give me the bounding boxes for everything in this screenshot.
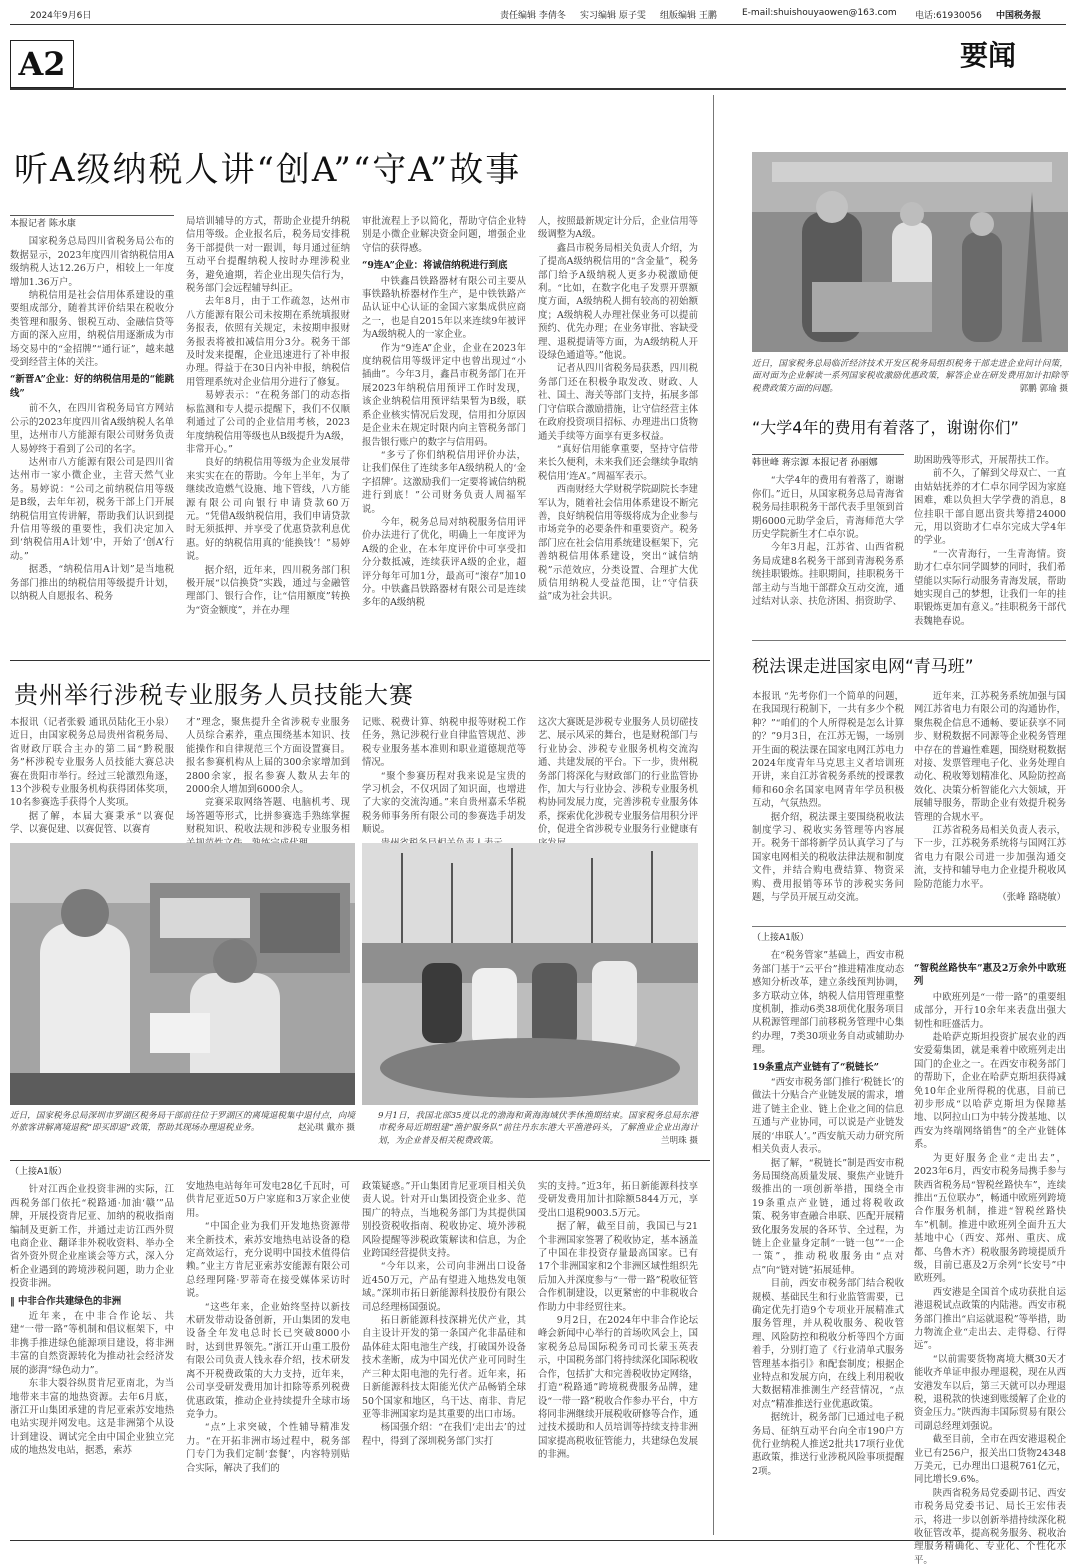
photo3-caption: [378, 1110, 698, 1147]
byline: 韩世峰 蒋宗源 本报记者 孙丽娜: [752, 454, 904, 470]
paragraph: “这些年来，企业始终坚持以新技术研发带动设备创新，开山集团的发电设备全年发电总时长已突破8000小时，达到世界领先。”浙江开山重工股份有限公司负责人钱永春介绍，技术研发离不开税费政策的大力支持，近年来，公司享受研发费用加计扣除等系列税费优惠政策，推动企业持续提升全球市场竞争力。: [186, 1301, 350, 1420]
paragraph: “聚个参赛历程对我来说是宝贵的学习机会，不仅巩固了知识面，也增进了大家的交流沟通。”来自贵州嘉禾华税税务师事务所有限公司的参赛选手胡发顺说。: [362, 770, 526, 836]
paragraph: 作为“9连A”企业，企业在2023年度纳税信用等级评定中也曾出现过“小插曲”。今年3月，鑫昌市税务部门在开展2023年纳税信用预评工作时发现，该企业纳税信用预评结果暂为B级，联系企业核实情况后发现，信用扣分原因是企业未在规定时限内向主管税务部门报告银行账户的数字与信用码。: [362, 342, 526, 448]
article5-col1: [10, 1166, 174, 1536]
contact-phone: 电话:61930056: [915, 11, 982, 21]
issue-date: 2024年9月6日: [30, 11, 92, 21]
paragraph: 安地热电站每年可发电28亿千瓦时，可供肯尼亚近50万户家庭和3万家企业使用。: [186, 1181, 350, 1219]
article2-col2: [186, 716, 350, 836]
paragraph: 陕西省税务局党委副书记、西安市税务局党委书记、局长王宏伟表示，将进一步以创新举措持续深化税收征管改革，提高税务服务、税收治理服务精确化、专业化、个性化水平。: [914, 1487, 1066, 1566]
contact-email: E-mail:shuishouyaowen@163.com: [742, 8, 897, 18]
photo3-caption-text: 9月1日，我国北部35度以北的渤海和黄海海域伏季休渔期结束。国家税务总局东港市税务局近期组建“渔护服务队”前往丹东东港大平渔港码头，了解渔业企业出海计划，为企业普及相关税费政策。: [378, 1111, 698, 1146]
paragraph: 达州市八方能源有限公司是四川省达州市一家小微企业，主营天然气业务。易婷说：“公司之前纳税信用等级是B级，去年年初，税务干部上门开展纳税信用宣传讲解，帮助我们认识到提升信用等级的重要性，我们决定加入到‘纳税信用A计划’中，开始了‘创A’行动。”: [10, 456, 174, 562]
paragraph: 政策疑惑。”开山集团肯尼亚项目相关负责人说。针对开山集团投资企业多、范围广的特点，当地税务部门为其提供国别投资税收指南、税收协定、境外涉税风险提醒等涉税政策解读和信息，为企业跨国经营提供支持。: [362, 1181, 526, 1260]
paragraph: 局培训辅导的方式，帮助企业提升纳税信用等级。企业报名后，税务局安排税务干部提供一对一跟训，每月通过征纳互动平台提醒纳税人按时办理涉税业务，避免逾期，若企业出现失信行为，税务部门会远程辅导纠正。: [186, 216, 350, 295]
paper-name: 中国税务报: [996, 11, 1042, 21]
paragraph: “今年以来，公司向非洲出口设备近450万元，产品有望进入地热发电领域。”深圳市拓日新能源科技股份有限公司总经理杨国强说。: [362, 1261, 526, 1313]
article2-rule: [10, 660, 710, 661]
intern-editor-credit: 实习编辑 原子雯: [580, 11, 646, 21]
article3-headline: “大学4年的费用有着落了，谢谢你们”: [752, 418, 1019, 437]
article4-col2: [914, 690, 1066, 920]
article2-col4: [538, 716, 698, 836]
article5-col4: [538, 1180, 698, 1536]
article2-col3: [362, 716, 526, 836]
subheading: “新晋A”企业：好的纳税信用是的“能跳线”: [10, 374, 174, 399]
paragraph: 截至目前，全市在西安港退税企业已有256户，报关出口货物24348万美元，已办理出口退税761亿元，同比增长9.6%。: [914, 1434, 1066, 1486]
article1-col1: [10, 215, 174, 650]
paragraph: 为更好服务企业“走出去”，2023年6月，西安市税务局携手参与陕西省税务局“智税丝路快车”，连续推出“五位联办”，畅通中欧班列跨境合作服务机制，推进“智税丝路快车”机制。推进中欧班列全面升五大基地中心（西安、郑州、重庆、成都、乌鲁木齐）税收服务跨境提质升级，目前已惠及2万余列“长安号”中欧班列。: [914, 1152, 1066, 1285]
section-label: 要闻: [960, 39, 1017, 72]
article1-col4: [538, 215, 698, 650]
paragraph: “大学4年的费用有着落了，谢谢你们。”近日，从国家税务总局青海省税务局挂职税务干部代表手里领到首期6000元助学金后，青海师范大学历史学院新生才仁卓尔说。: [752, 475, 904, 541]
paragraph: 去年8月，由于工作疏忽，达州市八方能源有限公司未按期在系统填报财务报表，依照有关规定，未按期申报财务报表将被扣减信用分3分。税务干部及时发来提醒，企业迅速进行了补申报办理。得益于在30日内补申报，纳税信用管理系统对企业信用分进行了修复。: [186, 296, 350, 388]
paragraph: 据悉，“纳税信用A计划”是当地税务部门推出的纳税信用等级提升计划，以纳税人自愿报名、税务: [10, 564, 174, 602]
paragraph: 实的支持。”近3年，拓日新能源科技享受研发费用加计扣除额5844万元，享受出口退税9003.5万元。: [538, 1181, 698, 1219]
editor-credit: 责任编辑 李倩冬: [500, 11, 566, 21]
article5-rule: [10, 1160, 710, 1161]
paragraph: 据介绍，税法课主要围绕税收法制度学习、税收实务管理等内容展开。税务干部将新学员认真学习了与国家电网相关的税收法律法规和制度文件，并结合购电费结算、物资采购、费用报销等环节的涉税实务问题，与学员开展互动交流。: [752, 811, 904, 904]
photo1-caption-text: 近日，国家税务总局临沂经济技术开发区税务局组织税务干部走进企业问计问策，面对面为企业解读一系列国家税收激励优惠政策，解答企业在研发费用加计扣除等税费政策方面的问题。: [752, 359, 1068, 394]
continued-label: （上接A1版）: [10, 1167, 67, 1177]
paragraph: 审批流程上予以简化，帮助守信企业特别是小微企业解决资金问题，增强企业守信的获得感。: [362, 216, 526, 254]
photo2-caption: [10, 1110, 355, 1135]
photo2-credit: 赵沁琪 戴亦 摄: [297, 1123, 355, 1134]
footer-rule: [10, 1540, 1066, 1541]
paragraph: 中欧班列是“一带一路”的重要组成部分，开行10余年来表盘出强大韧性和旺盛活力。: [914, 991, 1066, 1030]
paragraph: “真好信用能拿重要，坚持守信带来长久便利，未来我们还会继续争取纳税信用‘连A’。”周福军表示。: [538, 443, 698, 482]
paragraph: 江苏省税务局相关负责人表示，下一步，江苏税务系统将与国网江苏省电力有限公司进一步加强沟通交流，支持和辅导电力企业提升税收风险防范能力水平。: [914, 825, 1066, 890]
paragraph: 前不久，了解到父母双亡、一直由姑姑抚养的才仁卓尔同学因为家庭困难，难以负担大学学费的消息，8位挂职干部自愿出资共筹措24000元，用以资助才仁卓尔完成大学4年的学业。: [914, 468, 1066, 547]
paragraph: 据统计，税务部门已通过电子税务局、征纳互动平台向全市190户方优行业纳税人推送2批共17项行业优惠政策，推送行业涉税风险事项提醒2项。: [752, 1412, 904, 1477]
paragraph: 据介绍，近年来，四川税务部门积极开展“以信换贷”实践，通过与金融管理部门、银行合作，让“信用额度”转换为“资金额度”，并在办理: [186, 564, 350, 616]
paragraph: 前不久，在四川省税务局官方网站公示的2023年度四川省A级纳税人名单里，达州市八方能源有限公司财务负责人易婷终于看到了公司的名字。: [10, 403, 174, 455]
continued-label: （上接A1版）: [752, 933, 809, 943]
paragraph: 针对江西企业投资非洲的实际，江西税务部门依托“税路通·加油‘赣’”品牌，开展投资肯尼亚、加纳的税收指南编制及更新工作，并通过走访江西外贸电商企业、翻译非外税收资料、举办全省外资外贸企业座谈会等方式，深入分析企业遇到的跨境涉税问题，助力企业投资非洲。: [10, 1184, 174, 1290]
paragraph: 良好的纳税信用等级为企业发展带来实实在在的帮助。今年上半年，为了继续改造燃气设施、地下管线，八方能源有限公司向银行申请贷款60万元。“凭借A级纳税信用，我们申请贷款时无须抵押、并享受了优惠贷款利息优惠。好的纳税信用真的‘能换钱’！”易婷说。: [186, 457, 350, 563]
photo3-credit: 兰明珠 摄: [660, 1135, 698, 1146]
photo2-caption-text: 近日，国家税务总局深圳市罗湖区税务局干部前往位于罗湖区的离境退税集中退付点，向境外旅客讲解离境退税“即买即退”政策，帮助其现场办理退税业务。: [10, 1111, 355, 1134]
paragraph: 西南财经大学财税学院副院长李建军认为，随着社会信用体系建设不断完善，良好纳税信用等级将成为企业参与市场竞争的必要条件和重要资产。税务部门应在社会信用系统建设框架下，完善纳税信用体系建设，突出“诚信纳税”示范效应，分类设置、合理扩大优质信用纳税人受益范围，让“守信获益”成为社会共识。: [538, 484, 698, 603]
paragraph: 东非大裂谷纵贯肯尼亚南北，为当地带来丰富的地热资源。去年6月底，浙江开山集团承建的肯尼亚索苏安地热电站实现并网发电。这是非洲第个从设计到建设、调试完全由中国企业独立完成的地热发电站，据悉，索苏: [10, 1378, 174, 1457]
paragraph: “中国企业为我们开发地热资源带来全新技术，索苏安地热电站设备的稳定高效运行，充分说明中国技术值得信赖。”业主方肯尼亚索苏安能源有限公司总经理阿隆·罗蒂奇在接受媒体采访时说。: [186, 1221, 350, 1300]
paragraph: 据了解，本届大赛秉承“以赛促学、以赛促建、以赛促管、以赛育: [10, 810, 174, 836]
article4-rule: [752, 640, 1066, 641]
paragraph: “西安市税务部门推行‘税链长’的做法十分贴合产业链发展的需求，增进了链主企业、链上企业之间的信息互通与产业协同，可以说是产业链发展的‘串联人’。”西安航天动力研究所相关负责人表示。: [752, 1077, 904, 1156]
subheading: “智税丝路快车”惠及2万余外中欧班列: [914, 963, 1066, 988]
paragraph: 鑫昌市税务局相关负责人介绍，为了提高A级纳税信用的“含金量”，税务部门给予A级纳税人更多办税激励便利。“比如，在数字化电子发票开票额度方面，A级纳税人拥有较高的初始额度；A级纳税人办理社保业务可以提前预约、优先办理；在业务审批、容缺受理、退税提请等方面，为A级纳税人开设绿色通道等。”他说。: [538, 242, 698, 362]
paragraph: 据了解，“税链长”制是西安市税务局围绕高质量发展、聚焦产业链升级推出的一项创新举措，围绕全市19条重点产业链，通过将税收政策、税务审查融合串联、匹配开展精致化服务发展的各环节、全过程，为链上企业量身定制“一链一包”“一企一策”，推动税收服务由“点对点”向“链对链”拓展延伸。: [752, 1157, 904, 1276]
layout-editor-credit: 组版编辑 王鹏: [660, 11, 717, 21]
paragraph: 在“税务管家”基础上，西安市税务部门基于“云平台”推进精准度动态感知分析改革，建立条线预判协调，多方联动立体，纳税人信用管理重整度机制，推动6类38项优化服务项目从税源管理部门前移税务管理中心集约办理，7类30项业务自动或辅助办理。: [752, 950, 904, 1056]
paragraph: 纳税信用是社会信用体系建设的重要组成部分，随着其评价结果在税收分类管理和服务、银税互动、金融信贷等方面的深入应用，纳税信用逐渐成为市场交易中的“金招牌”“通行证”，越来越受到经营主体的关注。: [10, 290, 174, 369]
paragraph: 拓日新能源科技深耕光伏产业，其自主设计开发的第一条国产化非晶硅和晶体硅太阳电池生产线，打破国外设备技术垄断，成为中国光伏产业可同时生产三种太阳电池的先行者。近年来，拓日新能源科技太阳能光伏产品畅销全球50个国家和地区，乌干达、南非、肯尼亚等非洲国家均是其重要的出口市场。: [362, 1315, 526, 1420]
byline: 本报记者 陈水康: [10, 215, 174, 231]
article6-col1: [752, 932, 904, 1536]
column-divider: [713, 95, 714, 1535]
paragraph: 人，按照最新规定计分后，企业信用等级调整为A级。: [538, 216, 698, 241]
photo1-credit: 郭鹏 郭瑜 摄: [1019, 383, 1068, 394]
paragraph: 国家税务总局四川省税务局公布的数据显示，2023年度四川省纳税信用A级纳税人达12.26万户，相较上一年度增加1.36万户。: [10, 236, 174, 288]
article1-headline: 听A级纳税人讲“创A”“守A”故事: [14, 150, 522, 190]
paragraph: 本报讯 “先考你们一个简单的问题，在我国现行税制下，一共有多少个税种？”“咱们的个人所得税是怎么计算的？”9月3日，在江苏无锡，一场别开生面的税法课在国家电网江苏电力2024年度青年马克思主义者培训班开讲，来自江苏省税务系统的授课教师和60余名国家电网青年学员积极互动，气氛热烈。: [752, 691, 904, 810]
paragraph: 近年来，江苏税务系统加强与国网江苏省电力有限公司的沟通协作，聚焦税企信息不通畅、要证获享不同步、财税数据不同源等企业税务管理中存在的普遍性难题，围绕财税数据对接、发票管理电子化、业务处理自动化、税收筹划精准化、风险防控高效化、决策分析智能化六大领域，开展辅导服务，帮助企业有效提升税务管理的合规水平。: [914, 691, 1066, 823]
subheading: “9连A”企业：将诚信纳税进行到底: [362, 260, 508, 272]
paragraph: 目前，西安市税务部门结合税收规模、基础民生和行业监管需要，已确定优先打造9个专项业开展精准式服务管理，并从税收服务、税收管理、风险防控和税收分析等四个方面着手，分别打造了《行业清单式服务管理基本指引》和配套制度；根据企业特点和发展方向，在线上利用税收大数据精准推测生产经营情况，“点对点”精准推送行业优惠政策。: [752, 1278, 904, 1410]
paragraph: 才”理念，聚焦提升全省涉税专业服务人员综合素养，重点围绕基本知识、技能操作和自律规范三个方面设置赛目。报名参赛机构从上届的300余家增加到2800余家，报名参赛人数从去年的2000余人增加到6000余人。: [186, 717, 350, 796]
paragraph: 赴哈萨克斯坦投资扩展农业的西安爱菊集团，就是乘着中欧班列走出国门的企业之一。在西安市税务部门的帮助下，企业在哈萨克斯坦获得减免10年企业所得税的优惠，目前已初步形成“以哈萨克斯坦为保障基地、以阿拉山口为中转分拨基地、以西安为终端网络销售”的全产业链体系。: [914, 1032, 1066, 1151]
photo-fishing-port-visit: [362, 843, 698, 1105]
paragraph: 记账、税费计算、纳税申报等财税工作任务，熟记涉税行业自律监管规范、涉税专业服务基本准则和职业道德规范等情况。: [362, 717, 526, 769]
paragraph: “以前需要货物离境大概30天才能收齐单证申报办理退税，现在从西安港发车以后，第三天就可以办理退税，退税款的快速到账缓解了企业的资金压力。”陕西海丰国际贸易有限公司副总经理刘强说。: [914, 1353, 1066, 1432]
paragraph: 这次大赛既是涉税专业服务人员切磋技艺、展示风采的舞台，也是财税部门与行业协会、涉税专业服务机构交流沟通、共建发展的平台。下一步，贵州税务部门将深化与财政部门的行业监管协作，加大与行业协会、涉税专业服务机构协同发展力度，完善涉税专业服务体系，探索优化涉税专业服务信用积分评价，促进全省涉税专业服务行业健康有: [538, 717, 698, 836]
subheading: 19条重点产业链有了“税链长”: [752, 1061, 879, 1073]
section-rule: [10, 88, 1066, 90]
paragraph: （张峰 路晓敏）: [997, 892, 1066, 904]
article5-col2: [186, 1180, 350, 1536]
paragraph: 记者从四川省税务局获悉，四川税务部门还在积极争取发改、财政、人社、国土、海关等部门支持，拓展多部门守信联合激励措施，让守信经营主体在政府投资项目招标、办理进出口货物通关手续等方面享有更多权益。: [538, 363, 698, 442]
photo1-caption: [752, 358, 1068, 395]
article1-col2: [186, 215, 350, 650]
paragraph: “一次青海行，一生青海情。资助才仁卓尔同学圆梦的同时，我们希望能以实际行动服务青海发展，帮助她实现自己的梦想，让我们一年的挂职锻炼更加有意义。”挂职税务干部代表魏艳春说。: [914, 548, 1066, 627]
photo-tax-officers-enterprise-visit: [752, 152, 1068, 352]
article3-col2: [914, 454, 1066, 629]
article4-col1: [752, 690, 904, 920]
paragraph: 本报讯（记者张毅 通讯员陆化王小泉）近日，由国家税务总局贵州省税务局、省财政厅联合主办的第二届“黔税服务”杯涉税专业服务人员技能大赛总决赛在贵阳市举行。经过三轮激烈角逐，13个涉税专业服务机构获得团体奖项，10名参赛选手获得个人奖项。: [10, 717, 174, 809]
paragraph: 杨国强介绍：“在我们‘走出去’的过程中，得到了深圳税务部门实打: [362, 1422, 526, 1447]
page-number-box: [10, 40, 74, 88]
article3-col1: [752, 454, 904, 629]
paragraph: 助困助残等形式，开展帮扶工作。: [914, 455, 1055, 466]
paragraph: 易婷表示：“在税务部门的动态指标监测和专人提示提醒下，我们不仅顺利通过了公司的企业信用考核，2023年度纳税信用等级也从B级提升为A级，非常开心。”: [186, 390, 350, 455]
paragraph: “点”上求突破，个性辅导精准发力。“在开拓非洲市场过程中，税务部门专门为我们定制‘套餐’，内容特别贴合实际，解决了我们的: [186, 1422, 350, 1474]
paragraph: 西安港是全国首个成功获批自运港退税试点政策的内陆港。西安市税务部门推出“启运就退税”等举措，助力物流企业“走出去、走得稳、行得远”。: [914, 1286, 1066, 1352]
photo-tax-refund-desk: [10, 843, 355, 1105]
paragraph: 9月2日，在2024年中非合作论坛峰会新闻中心举行的首场吹风会上，国家税务总局国际税务司司长蒙玉英表示，中国税务部门将持续深化国际税收合作，包括扩大和完善税收协定网络，打造“税路通”跨境税费服务品牌，建设“一带一路”税收合作参办平台，中方将同非洲继续开展税收研修等合作，通过技术援助和人员培训等持续支持非洲国家提高税收征管能力，共建绿色发展的非洲。: [538, 1315, 698, 1461]
paragraph: 据了解，截至目前，我国已与21个非洲国家签署了税收协定，基本涵盖了中国在非投资存量最高国家。已有17个非洲国家和2个非洲区域性组织先后加入并深度参与“一带一路”税收征管合作机制建设，以更紧密的中非税收合作助力中非经贸往来。: [538, 1221, 698, 1313]
subheading: ‖ 中非合作共建绿色的非洲: [10, 1295, 122, 1307]
paragraph: 中铁鑫昌铁路器材有限公司主要从事铁路轨桥器材作生产，是中铁铁路产品认证中心认证的金国六家集成供应商之一，也是自2015年以来连续9年被评为A级纳税人的一家企业。: [362, 275, 526, 341]
paragraph: “多亏了你们纳税信用评价办法，让我们保住了连续多年A级纳税人的‘金字招牌’。这激励我们一定要将诚信纳税进行到底！”公司财务负责人周福军说。: [362, 449, 526, 515]
paragraph: 今年3月起，江苏省、山西省税务局成建8名税务干部到青海税务系统挂职锻炼。挂职期间，挂职税务干部主动与当地干部群众互动交流，通过结对认亲、扶危济困、捐资助学、: [752, 542, 904, 608]
page-number: A2: [18, 45, 66, 83]
article2-headline: 贵州举行涉税专业服务人员技能大赛: [14, 681, 414, 709]
article4-headline: 税法课走进国家电网“青马班”: [752, 657, 974, 677]
article1-col3: [362, 215, 526, 650]
paragraph: 今年，税务总局对纳税服务信用评价办法进行了优化，明确上一年度评为A级的企业，在本年度评价中可享受扣分分数抵减，连续获评A级的企业，超评分每年可加1分，最高可“滚存”加10分。中铁鑫昌铁路器材有限公司是连续多年的A级纳税: [362, 516, 526, 609]
header-rule: [10, 24, 1066, 25]
paragraph: 竞赛采取网络答题、电脑机考、现场答题等形式，比拼参赛选手熟练掌握财税知识、税收法规和涉税专业服务相: [186, 797, 350, 836]
article2-col1: [10, 716, 174, 836]
article6-col2: [914, 958, 1066, 1566]
article5-col3: [362, 1180, 526, 1536]
paragraph: 近年来，在中非合作论坛、共建“一带一路”等机制和倡议框架下，中非携手推进绿色能源项目建设，将非洲丰富的自然资源转化为推动社会经济发展的澎湃“绿色动力”。: [10, 1311, 174, 1376]
article6-rule: [752, 926, 1066, 927]
